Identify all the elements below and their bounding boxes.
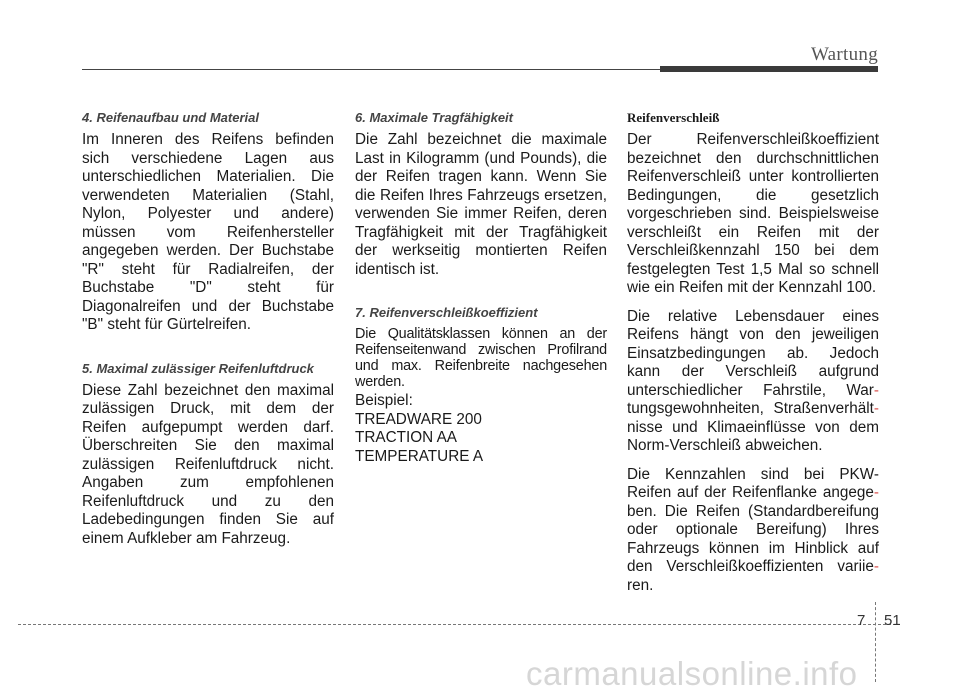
heading-tire-wear: Reifenverschleiß <box>627 110 720 125</box>
heading-max-load: 6. Maximale Tragfähigkeit <box>355 110 513 125</box>
example-treadware: TREADWARE 200 <box>355 410 482 428</box>
column-right <box>627 110 879 605</box>
paragraph-max-load: Die Zahl bezeichnet die maximale Last in Kilogramm (und Pounds), die der Reifen tragen kann. Wenn Sie die Reifen Ihres Fahrzeugs ersetzen, verwenden Sie immer Reifen, deren Tragfähigkeit mit der Tragfähigkeit der werkseitig montierten Reifen identisch ist. <box>355 131 607 278</box>
paragraph-relative-lifetime <box>627 308 879 456</box>
text-fragment: tungsgewohnheiten, Straßenverhält <box>627 400 874 417</box>
header-rule-bold <box>660 66 878 72</box>
paragraph-tire-construction: Im Inneren des Reifens befinden sich verschiedene Lagen aus unterschiedlichen Materialien. Die verwendeten Materialien (Stahl, Nylon, Polyester und andere) müssen vom Reifenhersteller angegeben werden. Der Buchstabe "R" steht für Radialreifen, der Buchstabe "D" steht für Diagonalreifen und der Buchstabe "B" steht für Gürtelreifen. <box>82 131 334 333</box>
text-fragment: ren. <box>627 576 654 594</box>
hyphen-mark: - <box>873 558 879 575</box>
text-fragment: ben. Die Reifen (Standardbereifung oder optionale Bereifung) Ihres Fahrzeugs können im Hinblick auf den Verschleißkoeffizienten variie <box>627 502 879 575</box>
header-rule <box>82 69 662 70</box>
page-number: 51 <box>884 612 901 629</box>
example-label: Beispiel: <box>355 392 413 409</box>
example-temperature: TEMPERATURE A <box>355 447 484 465</box>
text-fragment: Die relative Lebensdauer eines Reifens hängt von den jeweiligen Einsatzbedingungen ab. Jedoch kann der Verschleiß aufgrund unterschiedlicher Fahrstile, War <box>627 307 879 399</box>
chapter-number: 7 <box>857 612 866 629</box>
hyphen-mark: - <box>873 381 879 399</box>
column-left <box>82 110 334 558</box>
text-fragment: nisse und Klimaeinflüsse von dem Norm-Verschleiß abweichen. <box>627 418 879 454</box>
heading-max-pressure: 5. Maximal zulässiger Reifenluftdruck <box>82 360 314 376</box>
heading-treadwear-coefficient: 7. Reifenverschleißkoeffizient <box>355 305 538 320</box>
hyphen-mark: - <box>873 400 879 417</box>
footer-divider <box>875 602 876 682</box>
paragraph-wear-coefficient: Der Reifenverschleißkoeffizient bezeichnet den durchschnittlichen Reifenverschleiß unter kontrollierten Bedingungen, die gesetzlich vorgeschrieben sind. Beispielsweise verschleißt ein Reifen mit der Verschleißkennzahl 150 bei dem festgelegten Test 1,5 Mal so schnell wie ein Reifen mit der Kennzahl 100. <box>627 131 879 296</box>
footer-rule <box>18 624 896 625</box>
heading-tire-construction: 4. Reifenaufbau und Material <box>82 110 259 125</box>
example-traction: TRACTION AA <box>355 429 457 446</box>
paragraph-quality-grades: Die Qualitätsklassen können an der Reifenseitenwand zwischen Profilrand und max. Reifenbreite nachgesehen werden. <box>355 326 607 390</box>
section-title: Wartung <box>810 44 878 65</box>
column-middle <box>355 110 607 466</box>
watermark: carmanualsonline.info <box>526 655 858 692</box>
hyphen-mark: - <box>873 484 879 501</box>
paragraph-ratings-location <box>627 466 879 596</box>
text-fragment: Die Kennzahlen sind bei PKW-Reifen auf der Reifenflanke angege <box>627 465 879 501</box>
paragraph-max-pressure: Diese Zahl bezeichnet den maximal zulässigen Druck, mit dem der Reifen aufgepumpt werden darf. Überschreiten Sie den maximal zulässigen Reifenluftdruck nicht. Angaben zum empfohlenen Reifenluftdruck und zu den Ladebedingungen finden Sie auf einem Aufkleber am Fahrzeug. <box>82 381 334 547</box>
